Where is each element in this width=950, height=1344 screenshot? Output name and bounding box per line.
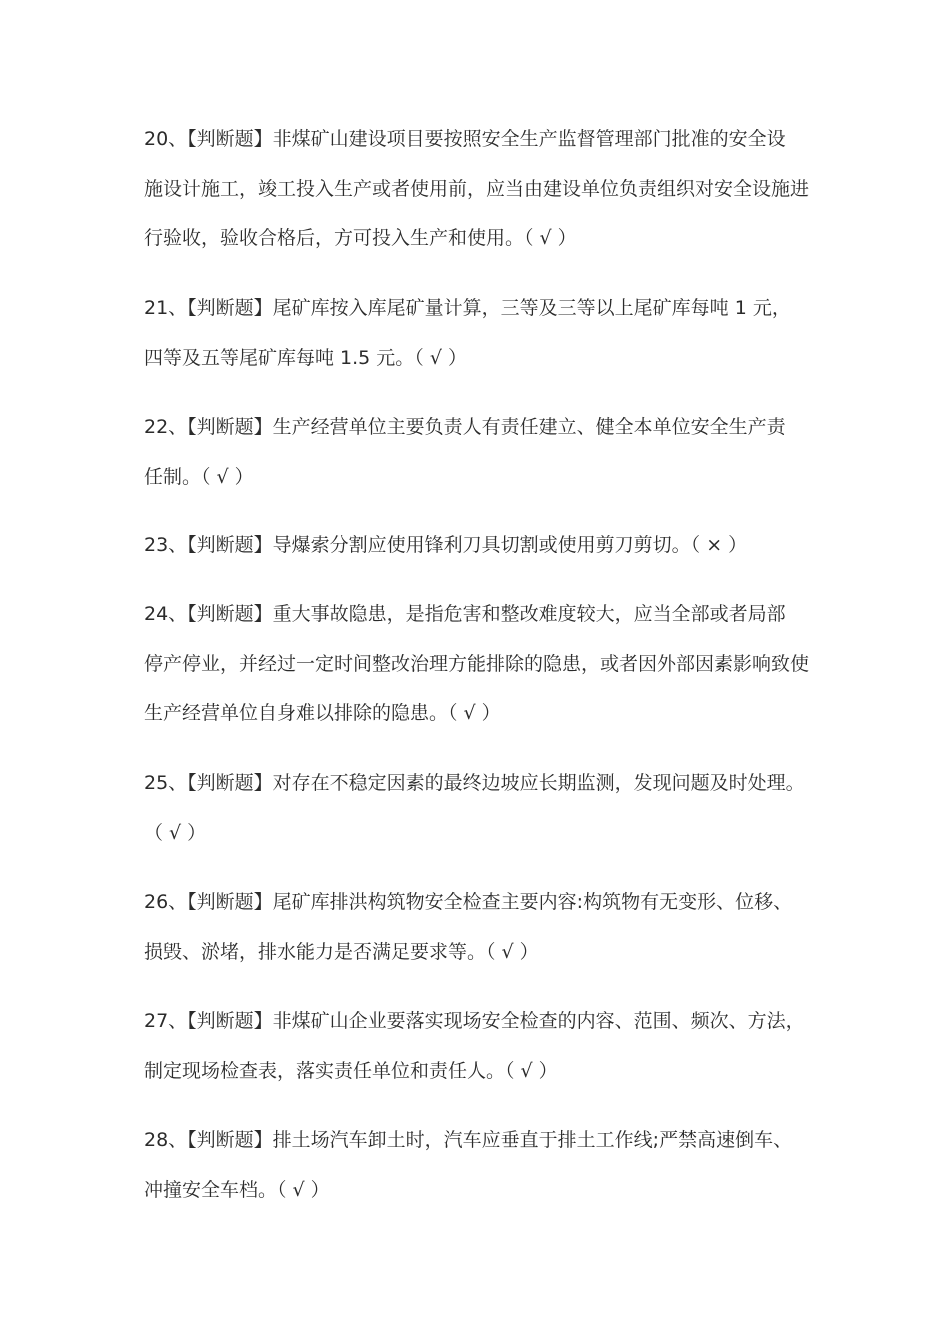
question-line: 冲撞安全车档。（ √ ） bbox=[144, 1178, 330, 1201]
question-line: 施设计施工，竣工投入生产或者使用前，应当由建设单位负责组织对安全设施进 bbox=[144, 177, 810, 200]
question-line: 20、【判断题】非煤矿山建设项目要按照安全生产监督管理部门批准的安全设 bbox=[144, 128, 786, 150]
question-line: 四等及五等尾矿库每吨 1.5 元。（ √ ） bbox=[144, 346, 467, 369]
question-21 bbox=[144, 284, 824, 383]
question-line: 行验收，验收合格后，方可投入生产和使用。（ √ ） bbox=[144, 227, 577, 249]
question-line: 25、【判断题】对存在不稳定因素的最终边坡应长期监测，发现问题及时处理。 bbox=[144, 772, 805, 794]
question-line: 23、【判断题】导爆索分割应使用锋利刀具切割或使用剪刀剪切。（ × ） bbox=[144, 534, 748, 556]
question-line: 22、【判断题】生产经营单位主要负责人有责任建立、健全本单位安全生产责 bbox=[144, 416, 786, 438]
question-line: 24、【判断题】重大事故隐患，是指危害和整改难度较大，应当全部或者局部 bbox=[144, 603, 786, 625]
question-28 bbox=[144, 1116, 824, 1215]
question-20 bbox=[144, 115, 824, 264]
question-line: 制定现场检查表，落实责任单位和责任人。（ √ ） bbox=[144, 1059, 558, 1082]
question-line: 27、【判断题】非煤矿山企业要落实现场安全检查的内容、范围、频次、方法， bbox=[144, 1010, 805, 1032]
question-line: 生产经营单位自身难以排除的隐患。（ √ ） bbox=[144, 702, 501, 724]
question-24 bbox=[144, 590, 824, 739]
question-line: 停产停业，并经过一定时间整改治理方能排除的隐患，或者因外部因素影响致使 bbox=[144, 652, 810, 675]
question-line: 损毁、淤堵，排水能力是否满足要求等。（ √ ） bbox=[144, 940, 539, 963]
question-line: 任制。（ √ ） bbox=[144, 465, 254, 488]
question-line: 26、【判断题】尾矿库排洪构筑物安全检查主要内容:构筑物有无变形、位移、 bbox=[144, 891, 793, 913]
question-23 bbox=[144, 521, 824, 571]
question-line: 28、【判断题】排土场汽车卸土时，汽车应垂直于排土工作线;严禁高速倒车、 bbox=[144, 1129, 793, 1151]
question-27 bbox=[144, 997, 824, 1096]
question-line: （ √ ） bbox=[144, 821, 207, 844]
question-25 bbox=[144, 759, 824, 858]
question-line: 21、【判断题】尾矿库按入库尾矿量计算，三等及三等以上尾矿库每吨 1 元， bbox=[144, 297, 791, 319]
question-26 bbox=[144, 878, 824, 977]
question-22 bbox=[144, 403, 824, 502]
